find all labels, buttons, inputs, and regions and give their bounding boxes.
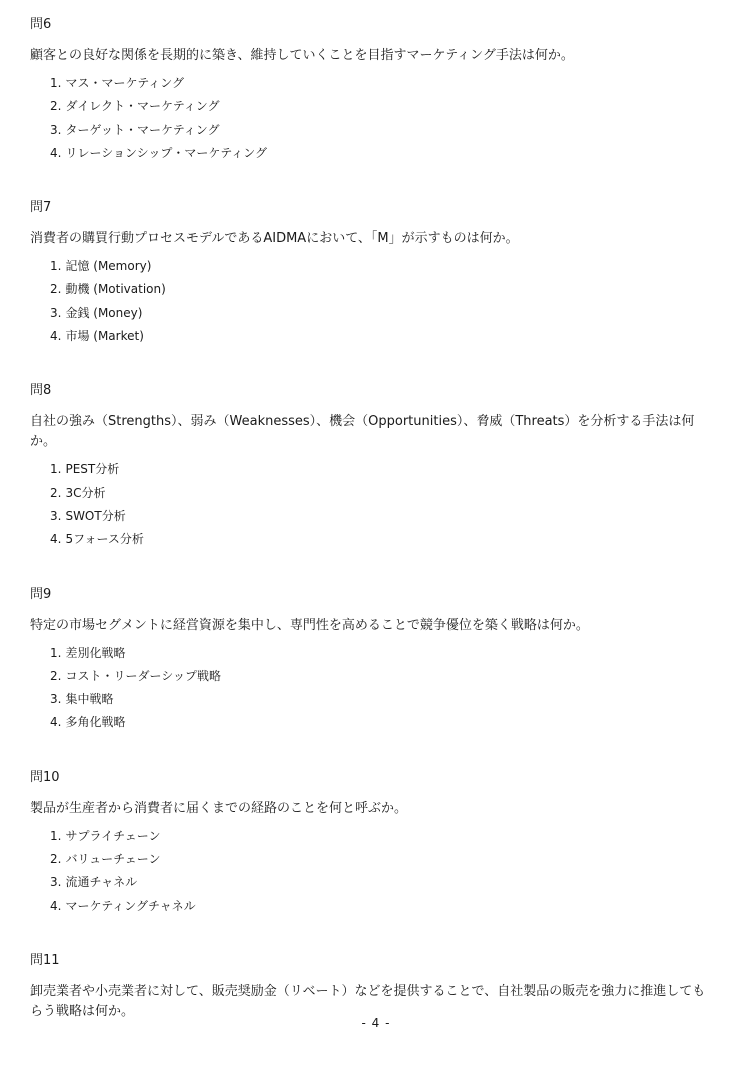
option-list (30, 825, 710, 918)
question-number: 問10 (30, 769, 60, 785)
question-8 (30, 382, 710, 551)
option-item: 4. リレーションシップ・マーケティング (50, 145, 267, 160)
option-item: 1. サプライチェーン (50, 828, 161, 843)
option-item: 1. 差別化戦略 (50, 645, 126, 660)
question-11 (30, 952, 710, 1022)
document-page (30, 16, 710, 1056)
question-number: 問9 (30, 586, 52, 602)
option-item: 2. コスト・リーダーシップ戦略 (50, 668, 221, 683)
question-text: 卸売業者や小売業者に対して、販売奨励金（リベート）などを提供することで、自社製品の販売を強力に推進してもらう戦略は何か。 (30, 983, 706, 1019)
question-text: 顧客との良好な関係を長期的に築き、維持していくことを目指すマーケティング手法は何か。 (30, 48, 574, 63)
option-item: 4. 5フォース分析 (50, 532, 144, 547)
option-item: 3. ターゲット・マーケティング (50, 122, 220, 137)
option-item: 3. 集中戦略 (50, 692, 114, 707)
question-number: 問8 (30, 383, 52, 399)
option-item: 4. マーケティングチャネル (50, 898, 196, 913)
question-7 (30, 199, 710, 348)
option-item: 4. 市場 (Market) (50, 329, 144, 344)
option-item: 1. 記憶 (Memory) (50, 259, 152, 274)
option-item: 2. 動機 (Motivation) (50, 282, 166, 297)
question-text: 特定の市場セグメントに経営資源を集中し、専門性を高めることで競争優位を築く戦略は何か。 (30, 617, 589, 633)
option-item: 2. ダイレクト・マーケティング (50, 99, 220, 114)
question-number: 問6 (30, 17, 52, 32)
option-item: 2. バリューチェーン (50, 852, 161, 867)
option-list (30, 642, 710, 735)
option-list (30, 458, 710, 551)
question-9 (30, 586, 710, 735)
option-item: 1. マス・マーケティング (50, 76, 185, 90)
option-item: 1. PEST分析 (50, 462, 120, 477)
option-item: 3. 流通チャネル (50, 875, 138, 890)
question-number: 問7 (30, 200, 52, 216)
option-item: 2. 3C分析 (50, 485, 106, 500)
option-item: 4. 多角化戦略 (50, 715, 126, 730)
question-text: 自社の強み（Strengths）、弱み（Weaknesses）、機会（Opportunities）、脅威（Threats）を分析する手法は何か。 (30, 414, 695, 450)
question-6 (30, 16, 710, 165)
question-text: 消費者の購買行動プロセスモデルであるAIDMAにおいて、「M」が示すものは何か。 (30, 231, 519, 247)
option-list (30, 72, 710, 165)
question-number: 問11 (30, 952, 60, 968)
question-10 (30, 769, 710, 918)
option-item: 3. SWOT分析 (50, 508, 126, 523)
page-number: - 4 - (361, 1016, 391, 1030)
option-item: 3. 金銭 (Money) (50, 305, 143, 320)
option-list (30, 255, 710, 348)
question-text: 製品が生産者から消費者に届くまでの経路のことを何と呼ぶか。 (30, 800, 408, 816)
